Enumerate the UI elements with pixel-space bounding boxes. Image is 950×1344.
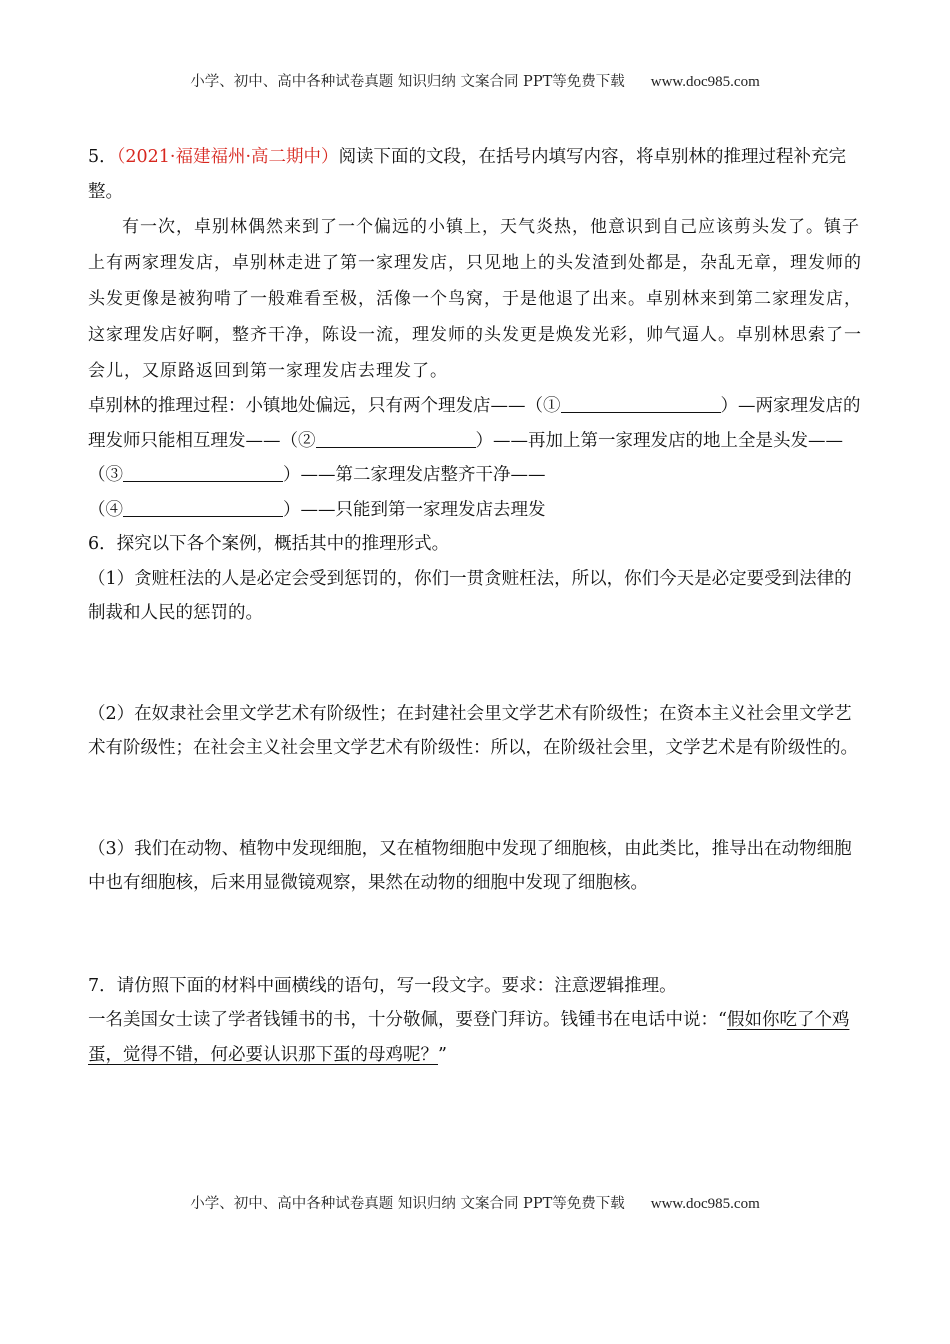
material-text: 一名美国女士读了学者钱锺书的书，十分敬佩，要登门拜访。钱锺书在电话中说：“: [88, 1010, 727, 1030]
question-5-reasoning: [88, 389, 863, 527]
question-6-case-3: （3）我们在动物、植物中发现细胞，又在植物细胞中发现了细胞核，由此类比，推导出在动物细胞中也有细胞核，后来用显微镜观察，果然在动物的细胞中发现了细胞核。: [88, 838, 852, 893]
answer-blank-4[interactable]: [123, 496, 283, 517]
reasoning-text-1: ）—两家理发店的理发师只能相互理发——（: [88, 396, 861, 451]
blank-marker-2: ②: [298, 430, 316, 451]
document-body: [88, 140, 863, 1072]
question-7-title: 7．请仿照下面的材料中画横线的语句，写一段文字。要求：注意逻辑推理。: [88, 975, 677, 996]
page-footer: [0, 1192, 950, 1213]
question-5-prompt: [88, 140, 863, 209]
question-6-case-2: （2）在奴隶社会里文学艺术有阶级性；在封建社会里文学艺术有阶级性；在资本主义社会里文学艺术有阶级性；在社会主义社会里文学艺术有阶级性：所以，在阶级社会里，文学艺术是有阶级性的。: [88, 703, 858, 758]
page-header: [0, 70, 950, 91]
blank-marker-1: ①: [543, 396, 561, 416]
question-7-material: [88, 1003, 863, 1072]
reasoning-text-2: ）——再加上第一家理发店的地上全是头发——（: [88, 430, 843, 485]
question-5-story: 有一次，卓别林偶然来到了一个偏远的小镇上，天气炎热，他意识到自己应该剪头发了。镇子上有两家理发店，卓别林走进了第一家理发店，只见地上的头发渣到处都是，杂乱无章，理发师的头发更像是被狗啃了一般难看至极，活像一个鸟窝，于是他退了出来。卓别林来到第二家理发店，这家理发店好啊，整齐干净，陈设一流，理发师的头发更是焕发光彩，帅气逼人。卓别林思索了一会儿，又原路返回到第一家理发店去理发了。: [88, 217, 862, 381]
answer-blank-3[interactable]: [123, 461, 283, 482]
footer-text: 小学、初中、高中各种试卷真题 知识归纳 文案合同 PPT等免费下载: [190, 1196, 625, 1212]
answer-space-3[interactable]: [88, 901, 863, 969]
closing-quote: ”: [438, 1044, 447, 1065]
reasoning-text-4: ）——只能到第一家理发店去理发: [283, 499, 546, 520]
blank-marker-4: ④: [105, 499, 123, 520]
answer-space-2[interactable]: [88, 766, 863, 832]
question-prompt: 阅读下面的文段，在括号内填写内容，将卓别林的推理过程补充完整。: [88, 147, 847, 202]
answer-blank-1[interactable]: [561, 392, 721, 413]
answer-blank-2[interactable]: [316, 427, 476, 448]
footer-site-link[interactable]: www.doc985.com: [650, 1196, 760, 1212]
reasoning-intro: 卓别林的推理过程：小镇地处偏远，只有两个理发店——（: [88, 396, 543, 416]
header-text: 小学、初中、高中各种试卷真题 知识归纳 文案合同 PPT等免费下载: [190, 74, 625, 90]
header-site-link[interactable]: www.doc985.com: [650, 74, 760, 90]
answer-space-1[interactable]: [88, 631, 863, 697]
underlined-sentence: 假如你吃了个鸡蛋，觉得不错，何必要认识那下蛋的母鸡呢？: [88, 1010, 850, 1065]
question-number: 5．: [88, 147, 117, 167]
reasoning-open-4: （: [88, 499, 106, 520]
question-6-case-1: （1）贪赃枉法的人是必定会受到惩罚的，你们一贯贪赃枉法，所以，你们今天是必定要受到法律的制裁和人民的惩罚的。: [88, 568, 852, 623]
question-source: （2021·福建福州·高二期中）: [116, 147, 339, 167]
reasoning-text-3: ）——第二家理发店整齐干净——: [283, 465, 546, 485]
blank-marker-3: ③: [105, 465, 123, 485]
question-6-title: 6．探究以下各个案例，概括其中的推理形式。: [88, 534, 450, 554]
